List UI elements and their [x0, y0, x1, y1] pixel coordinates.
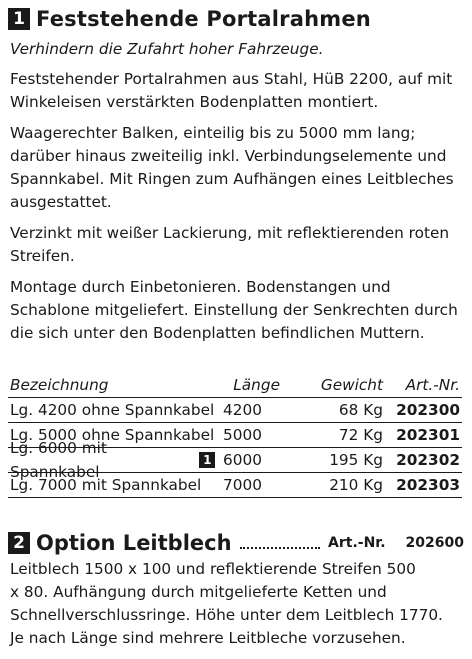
header-gewicht: Gewicht	[320, 376, 383, 394]
row-art-nr: 202302	[396, 451, 460, 469]
section-2-line: x 80. Aufhängung durch mitgelieferte Ketten und	[10, 583, 387, 601]
section-2-number-badge: 2	[8, 532, 30, 554]
dot-leader	[240, 537, 320, 549]
section-1-body	[10, 38, 462, 353]
section-1-number-badge: 1	[8, 8, 30, 30]
section-1-header	[8, 6, 464, 32]
row-length: 7000	[223, 476, 262, 494]
header-bezeichnung: Bezeichnung	[10, 376, 109, 394]
row-art-nr: 202300	[396, 401, 460, 419]
section-2-line: Leitblech 1500 x 100 und reflektierende Streifen 500	[10, 560, 416, 578]
product-table	[8, 373, 462, 498]
section-1-paragraph: Feststehender Portalrahmen aus Stahl, HüB 2200, auf mit Winkeleisen verstärkten Bodenplatten montiert.	[10, 70, 453, 111]
row-art-nr: 202303	[396, 476, 460, 494]
section-2-line: Schnellverschlussringe. Höhe unter dem Leitblech 1770.	[10, 606, 443, 624]
section-1-paragraph: Montage durch Einbetonieren. Bodenstangen und Schablone mitgeliefert. Einstellung der Senkrechten durch die sich unter den Bodenplatten befindlichen Muttern.	[10, 278, 458, 342]
header-laenge: Länge	[233, 376, 280, 394]
row-weight: 68 Kg	[338, 401, 383, 419]
section-1-paragraph: Waagerechter Balken, einteilig bis zu 5000 mm lang; darüber hinaus zweiteilig inkl. Verbindungselemente und Spannkabel. Mit Ringen zum Aufhängen eines Leitbleches ausgestattet.	[10, 124, 454, 211]
section-2-header	[8, 530, 464, 556]
row-weight: 210 Kg	[329, 476, 383, 494]
section-1-subtitle: Verhindern die Zufahrt hoher Fahrzeuge.	[10, 40, 324, 58]
section-2-title: Option Leitblech	[36, 531, 232, 555]
section-2-line: Je nach Länge sind mehrere Leitbleche vorzusehen.	[10, 629, 406, 647]
row-length: 5000	[223, 426, 262, 444]
table-row	[8, 473, 462, 498]
row-section-1-badge: 1	[199, 452, 215, 468]
row-art-nr: 202301	[396, 426, 460, 444]
table-header-row	[8, 373, 462, 398]
section-2-art-label: Art.-Nr.	[328, 535, 386, 551]
row-name: Lg. 5000 ohne Spannkabel	[10, 426, 215, 444]
row-name: Lg. 6000 mit Spannkabel	[10, 439, 107, 481]
header-art-nr: Art.-Nr.	[405, 376, 460, 394]
section-1-paragraph: Verzinkt mit weißer Lackierung, mit reflektierenden roten Streifen.	[10, 224, 450, 265]
section-1-title: Feststehende Portalrahmen	[36, 7, 371, 31]
table-row	[8, 439, 462, 481]
row-length: 6000	[223, 451, 262, 469]
section-2-art-number: 202600	[405, 535, 464, 551]
row-length: 4200	[223, 401, 262, 419]
row-weight: 195 Kg	[329, 451, 383, 469]
section-2-body	[10, 558, 462, 650]
row-weight: 72 Kg	[338, 426, 383, 444]
row-name: Lg. 4200 ohne Spannkabel	[10, 401, 215, 419]
row-name: Lg. 7000 mit Spannkabel	[10, 476, 202, 494]
table-row	[8, 398, 462, 423]
